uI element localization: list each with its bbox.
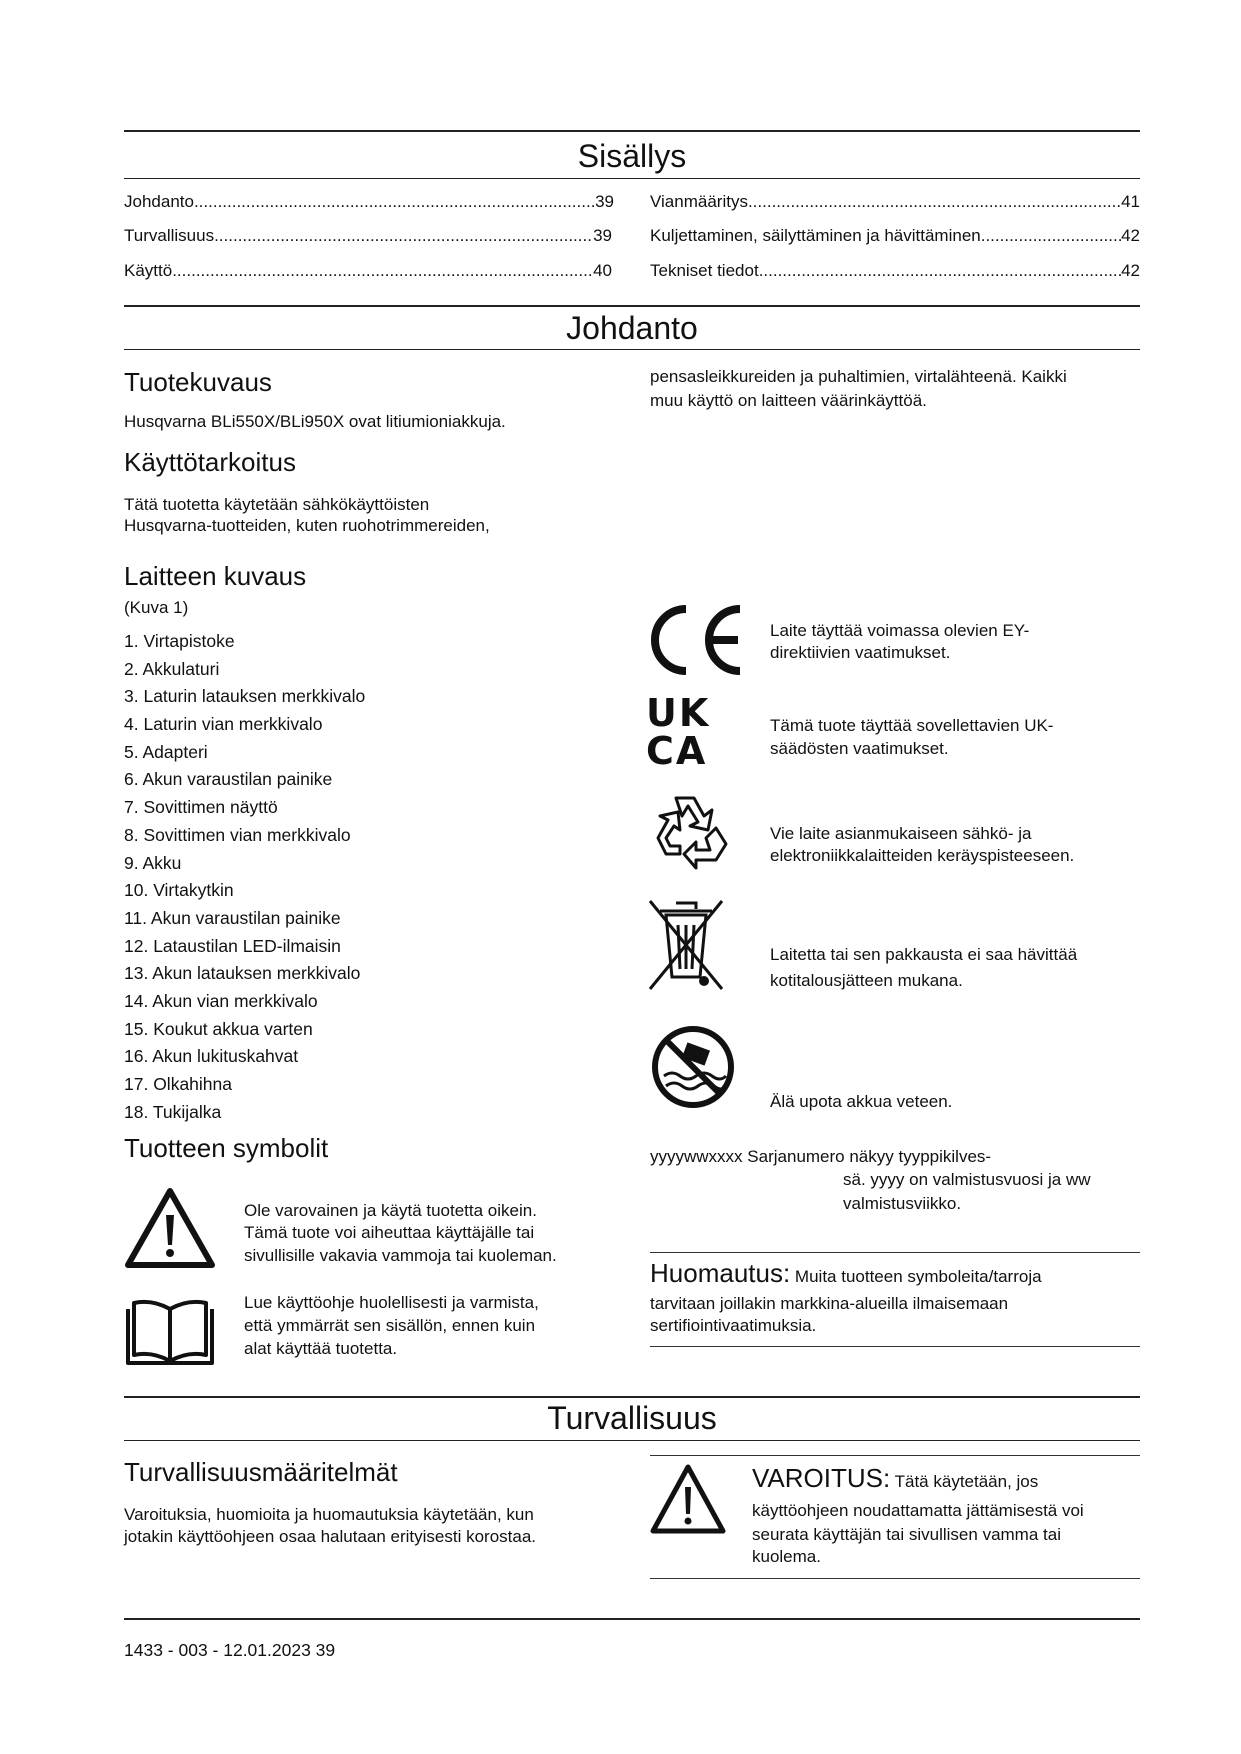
- list-item: 2. Akkulaturi: [124, 658, 220, 679]
- tuotekuvaus-text: Husqvarna BLi550X/BLi950X ovat litiumioniakkuja.: [124, 412, 506, 431]
- ukca-mark-icon: UK CA: [646, 691, 711, 773]
- toc-entry[interactable]: Johdanto ..... 39: [124, 192, 614, 212]
- list-item: 12. Lataustilan LED-ilmaisin: [124, 935, 341, 956]
- ce-mark-icon: [646, 605, 746, 675]
- list-item: 17. Olkahihna: [124, 1074, 232, 1094]
- list-item: 5. Adapteri: [124, 741, 208, 762]
- manual-symbol-text: Lue käyttöohje huolellisesti ja varmista,: [244, 1293, 539, 1312]
- warning-triangle-icon: [122, 1185, 218, 1271]
- warning-box-line: VAROITUS: Tätä käytetään, jos: [752, 1463, 1039, 1493]
- kayttotarkoitus-line: Tätä tuotetta käytetään sähkökäyttöisten: [124, 495, 430, 514]
- turvallisuus-text: Varoituksia, huomioita ja huomautuksia käytetään, kun: [124, 1505, 534, 1524]
- warning-box-line: seurata käyttäjän tai sivullisen vamma tai: [752, 1525, 1061, 1544]
- list-item: 10. Virtakytkin: [124, 880, 234, 901]
- warning-box-line: käyttöohjeen noudattamatta jättämisestä voi: [752, 1501, 1084, 1520]
- weee-text: kotitalousjätteen mukana.: [770, 971, 963, 990]
- johdanto-title: Johdanto: [566, 310, 698, 346]
- turvallisuus-bottom-rule: [124, 1440, 1140, 1441]
- tuotteen-symbolit-heading: Tuotteen symbolit: [124, 1133, 329, 1163]
- list-item: 3. Laturin latauksen merkkivalo: [124, 686, 366, 707]
- weee-text: Laitetta tai sen pakkausta ei saa hävittää: [770, 945, 1078, 964]
- turvallisuus-title: Turvallisuus: [547, 1400, 717, 1436]
- list-item: 16. Akun lukituskahvat: [124, 1046, 299, 1067]
- ukca-text: Tämä tuote täyttää sovellettavien UK-: [770, 716, 1054, 735]
- crossed-bin-icon: [646, 897, 728, 993]
- warning-box-top-rule: [650, 1455, 1140, 1456]
- ce-text: direktiivien vaatimukset.: [770, 643, 951, 662]
- note-top-rule: [650, 1252, 1140, 1253]
- toc-entry[interactable]: Käyttö ..... 40: [124, 261, 612, 281]
- list-item: 7. Sovittimen näyttö: [124, 797, 278, 818]
- warning-symbol-text: Ole varovainen ja käytä tuotetta oikein.: [244, 1201, 537, 1220]
- note-line: Huomautus: Muita tuotteen symboleita/tarroja: [650, 1258, 1042, 1288]
- list-item: 9. Akku: [124, 852, 182, 873]
- list-item: 4. Laturin vian merkkivalo: [124, 714, 323, 735]
- laitteen-kuvaus-heading: Laitteen kuvaus: [124, 561, 307, 591]
- no-water-icon: [650, 1024, 736, 1110]
- turvallisuus-text: jotakin käyttöohjeen osaa halutaan erityisesti korostaa.: [124, 1527, 537, 1546]
- turvallisuus-top-rule: [124, 1396, 1140, 1398]
- list-item: 15. Koukut akkua varten: [124, 1018, 313, 1039]
- tuotekuvaus-heading: Tuotekuvaus: [124, 367, 272, 397]
- serial-text: valmistusviikko.: [843, 1194, 962, 1213]
- kayttotarkoitus-heading: Käyttötarkoitus: [124, 447, 296, 477]
- turvallisuusmaaritelmat-heading: Turvallisuusmääritelmät: [124, 1457, 398, 1487]
- list-item: 6. Akun varaustilan painike: [124, 769, 333, 790]
- serial-text: yyyywwxxxx Sarjanumero näkyy tyyppikilves-: [650, 1147, 992, 1166]
- recycle-text: elektroniikkalaitteiden keräyspisteeseen.: [770, 846, 1075, 865]
- recycle-text: Vie laite asianmukaiseen sähkö- ja: [770, 824, 1032, 843]
- warning-symbol-text: Tämä tuote voi aiheuttaa käyttäjälle tai: [244, 1223, 535, 1242]
- kayttotarkoitus-line: pensasleikkureiden ja puhaltimien, virtalähteenä. Kaikki: [650, 367, 1067, 386]
- ce-text: Laite täyttää voimassa olevien EY-: [770, 621, 1030, 640]
- manual-book-icon: [122, 1295, 218, 1367]
- list-item: 8. Sovittimen vian merkkivalo: [124, 824, 351, 845]
- warning-symbol-text: sivullisille vakavia vammoja tai kuoleman.: [244, 1246, 557, 1265]
- list-item: 11. Akun varaustilan painike: [124, 907, 341, 928]
- warning-label: VAROITUS:: [752, 1463, 891, 1493]
- note-label: Huomautus:: [650, 1258, 791, 1288]
- note-line: tarvitaan joillakin markkina-alueilla ilmaisemaan: [650, 1294, 1009, 1313]
- list-item: 13. Akun latauksen merkkivalo: [124, 963, 361, 984]
- toc-entry[interactable]: Tekniset tiedot ..... 42: [650, 261, 1140, 281]
- ukca-text: säädösten vaatimukset.: [770, 739, 949, 758]
- component-list: [124, 628, 365, 1126]
- serial-text: sä. yyyy on valmistusvuosi ja ww: [843, 1170, 1091, 1189]
- warning-box-line: kuolema.: [752, 1547, 821, 1566]
- johdanto-top-rule: [124, 305, 1140, 307]
- note-bottom-rule: [650, 1346, 1140, 1347]
- toc-entry[interactable]: Kuljettaminen, säilyttäminen ja hävittäminen ..... 42: [650, 226, 1140, 246]
- list-item: 1. Virtapistoke: [124, 631, 235, 651]
- toc-title: Sisällys: [577, 138, 687, 174]
- footer-rule: [124, 1618, 1140, 1620]
- figure-reference: (Kuva 1): [124, 598, 189, 617]
- toc-entry[interactable]: Turvallisuus ..... 39: [124, 226, 612, 246]
- toc-entry[interactable]: Vianmääritys ..... 41: [650, 192, 1140, 212]
- warning-box-bottom-rule: [650, 1578, 1140, 1579]
- list-item: 18. Tukijalka: [124, 1101, 222, 1122]
- manual-symbol-text: alat käyttää tuotetta.: [244, 1339, 398, 1358]
- kayttotarkoitus-line: Husqvarna-tuotteiden, kuten ruohotrimmereiden,: [124, 516, 490, 535]
- manual-symbol-text: että ymmärrät sen sisällön, ennen kuin: [244, 1316, 536, 1335]
- no-water-text: Älä upota akkua veteen.: [770, 1092, 953, 1111]
- serial-code: yyyywwxxxx: [650, 1147, 743, 1166]
- johdanto-bottom-rule: [124, 349, 1140, 350]
- footer-text: 1433 - 003 - 12.01.2023 39: [124, 1640, 336, 1660]
- toc-bottom-rule: [124, 178, 1140, 179]
- recycle-icon: [646, 790, 732, 870]
- toc-top-rule: [124, 130, 1140, 132]
- list-item: 14. Akun vian merkkivalo: [124, 990, 318, 1011]
- kayttotarkoitus-line: muu käyttö on laitteen väärinkäyttöä.: [650, 391, 927, 410]
- note-line: sertifiointivaatimuksia.: [650, 1316, 817, 1335]
- warning-triangle-icon: [648, 1462, 728, 1536]
